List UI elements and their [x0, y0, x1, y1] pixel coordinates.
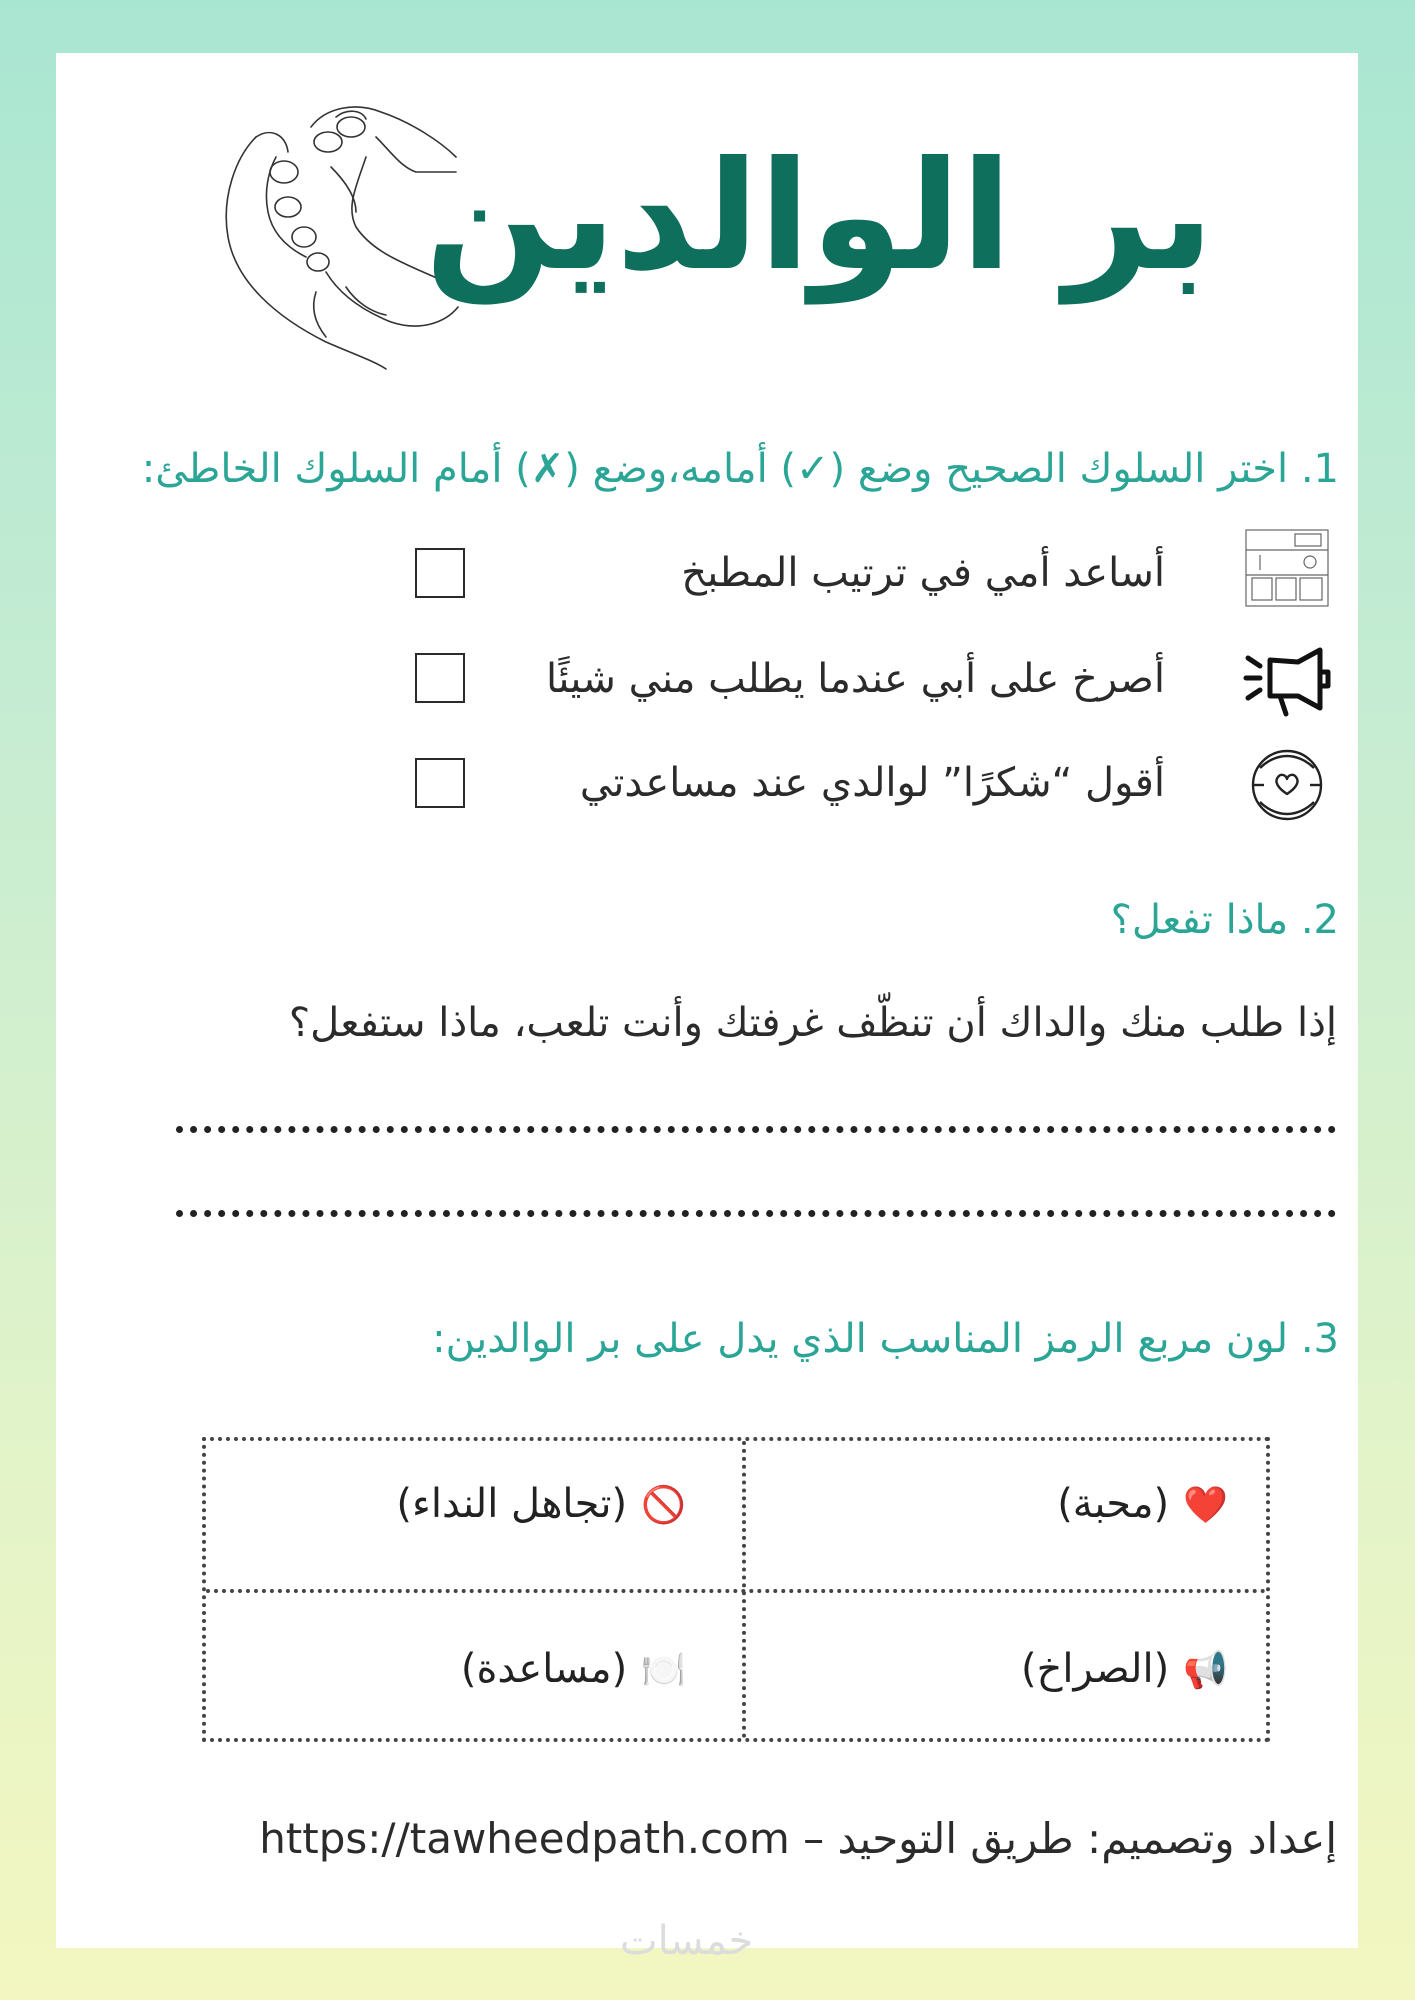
grid-cell-help[interactable]	[461, 1646, 686, 1692]
section1-heading: 1. اختر السلوك الصحيح وضع (✓) أمامه،وضع (✗) أمام السلوك الخاطئ:	[141, 446, 1339, 492]
section2-question: إذا طلب منك والداك أن تنظّف غرفتك وأنت تلعب، ماذا ستفعل؟	[288, 1000, 1337, 1046]
grid-cell-label: (مساعدة)	[460, 1646, 628, 1692]
loudspeaker-icon: 📢	[1183, 1650, 1228, 1691]
megaphone-icon	[1240, 632, 1334, 726]
behavior-checkbox[interactable]	[415, 758, 465, 808]
prohibited-icon: 🚫	[641, 1485, 686, 1526]
credits-footer: إعداد وتصميم: طريق التوحيد – https://tawheedpath.com	[259, 1814, 1337, 1863]
behavior-checkbox[interactable]	[415, 548, 465, 598]
section3-heading: 3. لون مربع الرمز المناسب الذي يدل على بر الوالدين:	[432, 1316, 1339, 1362]
grid-divider	[206, 1589, 1266, 1593]
behavior-item-label: أصرخ على أبي عندما يطلب مني شيئًا	[546, 656, 1165, 702]
answer-line[interactable]	[176, 1126, 1336, 1133]
behavior-item-label: أساعد أمي في ترتيب المطبخ	[681, 550, 1165, 596]
grid-cell-shouting[interactable]	[1021, 1646, 1228, 1692]
grid-cell-label: (تجاهل النداء)	[396, 1481, 628, 1527]
symbols-grid	[202, 1437, 1270, 1742]
section2-heading: 2. ماذا تفعل؟	[1110, 897, 1339, 943]
page-title: بر الوالدين	[424, 130, 1214, 304]
helping-hands-heart-icon	[1240, 738, 1334, 832]
kitchen-icon	[1240, 520, 1334, 614]
grid-cell-ignore[interactable]	[396, 1481, 686, 1527]
behavior-checkbox[interactable]	[415, 653, 465, 703]
answer-line[interactable]	[176, 1210, 1336, 1217]
grid-cell-love[interactable]	[1057, 1481, 1228, 1527]
heart-icon: ❤️	[1183, 1485, 1228, 1526]
grid-cell-label: (الصراخ)	[1020, 1646, 1170, 1692]
behavior-item-label: أقول “شكرًا” لوالدي عند مساعدتي	[579, 760, 1165, 806]
watermark: خمسات	[620, 1918, 754, 1964]
grid-cell-label: (محبة)	[1057, 1481, 1170, 1527]
plate-icon: 🍽️	[641, 1650, 686, 1691]
